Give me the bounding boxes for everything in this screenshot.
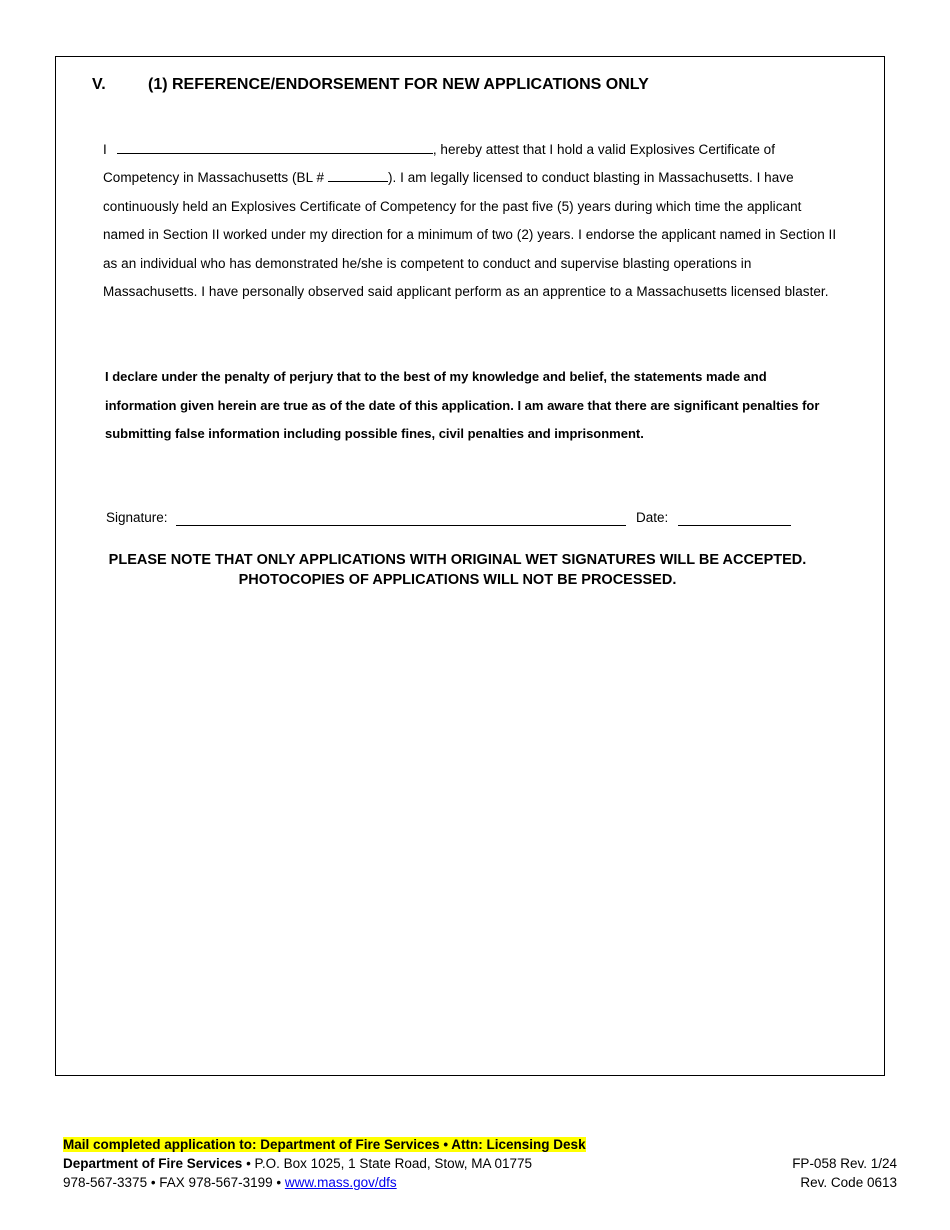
- date-field[interactable]: [678, 525, 791, 526]
- attestation-text-1: , hereby attest that I hold a valid Explosives Certificate of Competency in Massachusetts (BL #: [103, 142, 776, 186]
- notice-line-1: PLEASE NOTE THAT ONLY APPLICATIONS WITH ORIGINAL WET SIGNATURES WILL BE ACCEPTED.: [108, 552, 807, 568]
- wet-signature-notice: [90, 550, 825, 590]
- signature-row: [106, 508, 796, 532]
- attestation-prefix: I: [103, 142, 107, 157]
- notice-line-2: PHOTOCOPIES OF APPLICATIONS WILL NOT BE PROCESSED.: [238, 572, 677, 588]
- website-link[interactable]: www.mass.gov/dfs: [284, 1175, 397, 1190]
- referee-name-field[interactable]: [117, 139, 433, 154]
- mail-instructions: Mail completed application to: Department of Fire Services • Attn: Licensing Desk: [63, 1137, 586, 1152]
- section-title: (1) REFERENCE/ENDORSEMENT FOR NEW APPLICATIONS ONLY: [148, 76, 649, 93]
- perjury-declaration: I declare under the penalty of perjury that to the best of my knowledge and belief, the statements made and information given herein are true as of the date of this application. I am aware that there are significant penalties for submitting false information including possible fines, civil penalties and imprisonment.: [105, 369, 820, 441]
- department-address: • P.O. Box 1025, 1 State Road, Stow, MA 01775: [242, 1156, 532, 1171]
- section-heading: [92, 76, 649, 94]
- signature-field[interactable]: [176, 525, 626, 526]
- form-number: FP-058 Rev. 1/24: [792, 1156, 897, 1171]
- section-number: V.: [92, 76, 106, 93]
- attestation-paragraph: [103, 136, 843, 306]
- footer-contact: [63, 1135, 586, 1192]
- signature-label: Signature:: [106, 510, 168, 525]
- date-label: Date:: [636, 510, 669, 525]
- attestation-text-2: ). I am legally licensed to conduct blasting in Massachusetts. I have continuously held an Explosives Certificate of Competency for the past five (5) years during which time the applicant named in Section II worked under my direction for a minimum of two (2) years. I endorse the applicant named in Section II as an individual who has demonstrated he/she is competent to conduct and supervise blasting operations in Massachusetts. I have personally observed said applicant perform as an apprentice to a Massachusetts licensed blaster.: [103, 170, 837, 300]
- phone-fax: 978-567-3375 • FAX 978-567-3199 •: [63, 1175, 285, 1190]
- bl-number-field[interactable]: [328, 167, 388, 182]
- department-name: Department of Fire Services: [63, 1156, 243, 1171]
- rev-code: Rev. Code 0613: [800, 1175, 897, 1190]
- form-identifier: [792, 1154, 897, 1192]
